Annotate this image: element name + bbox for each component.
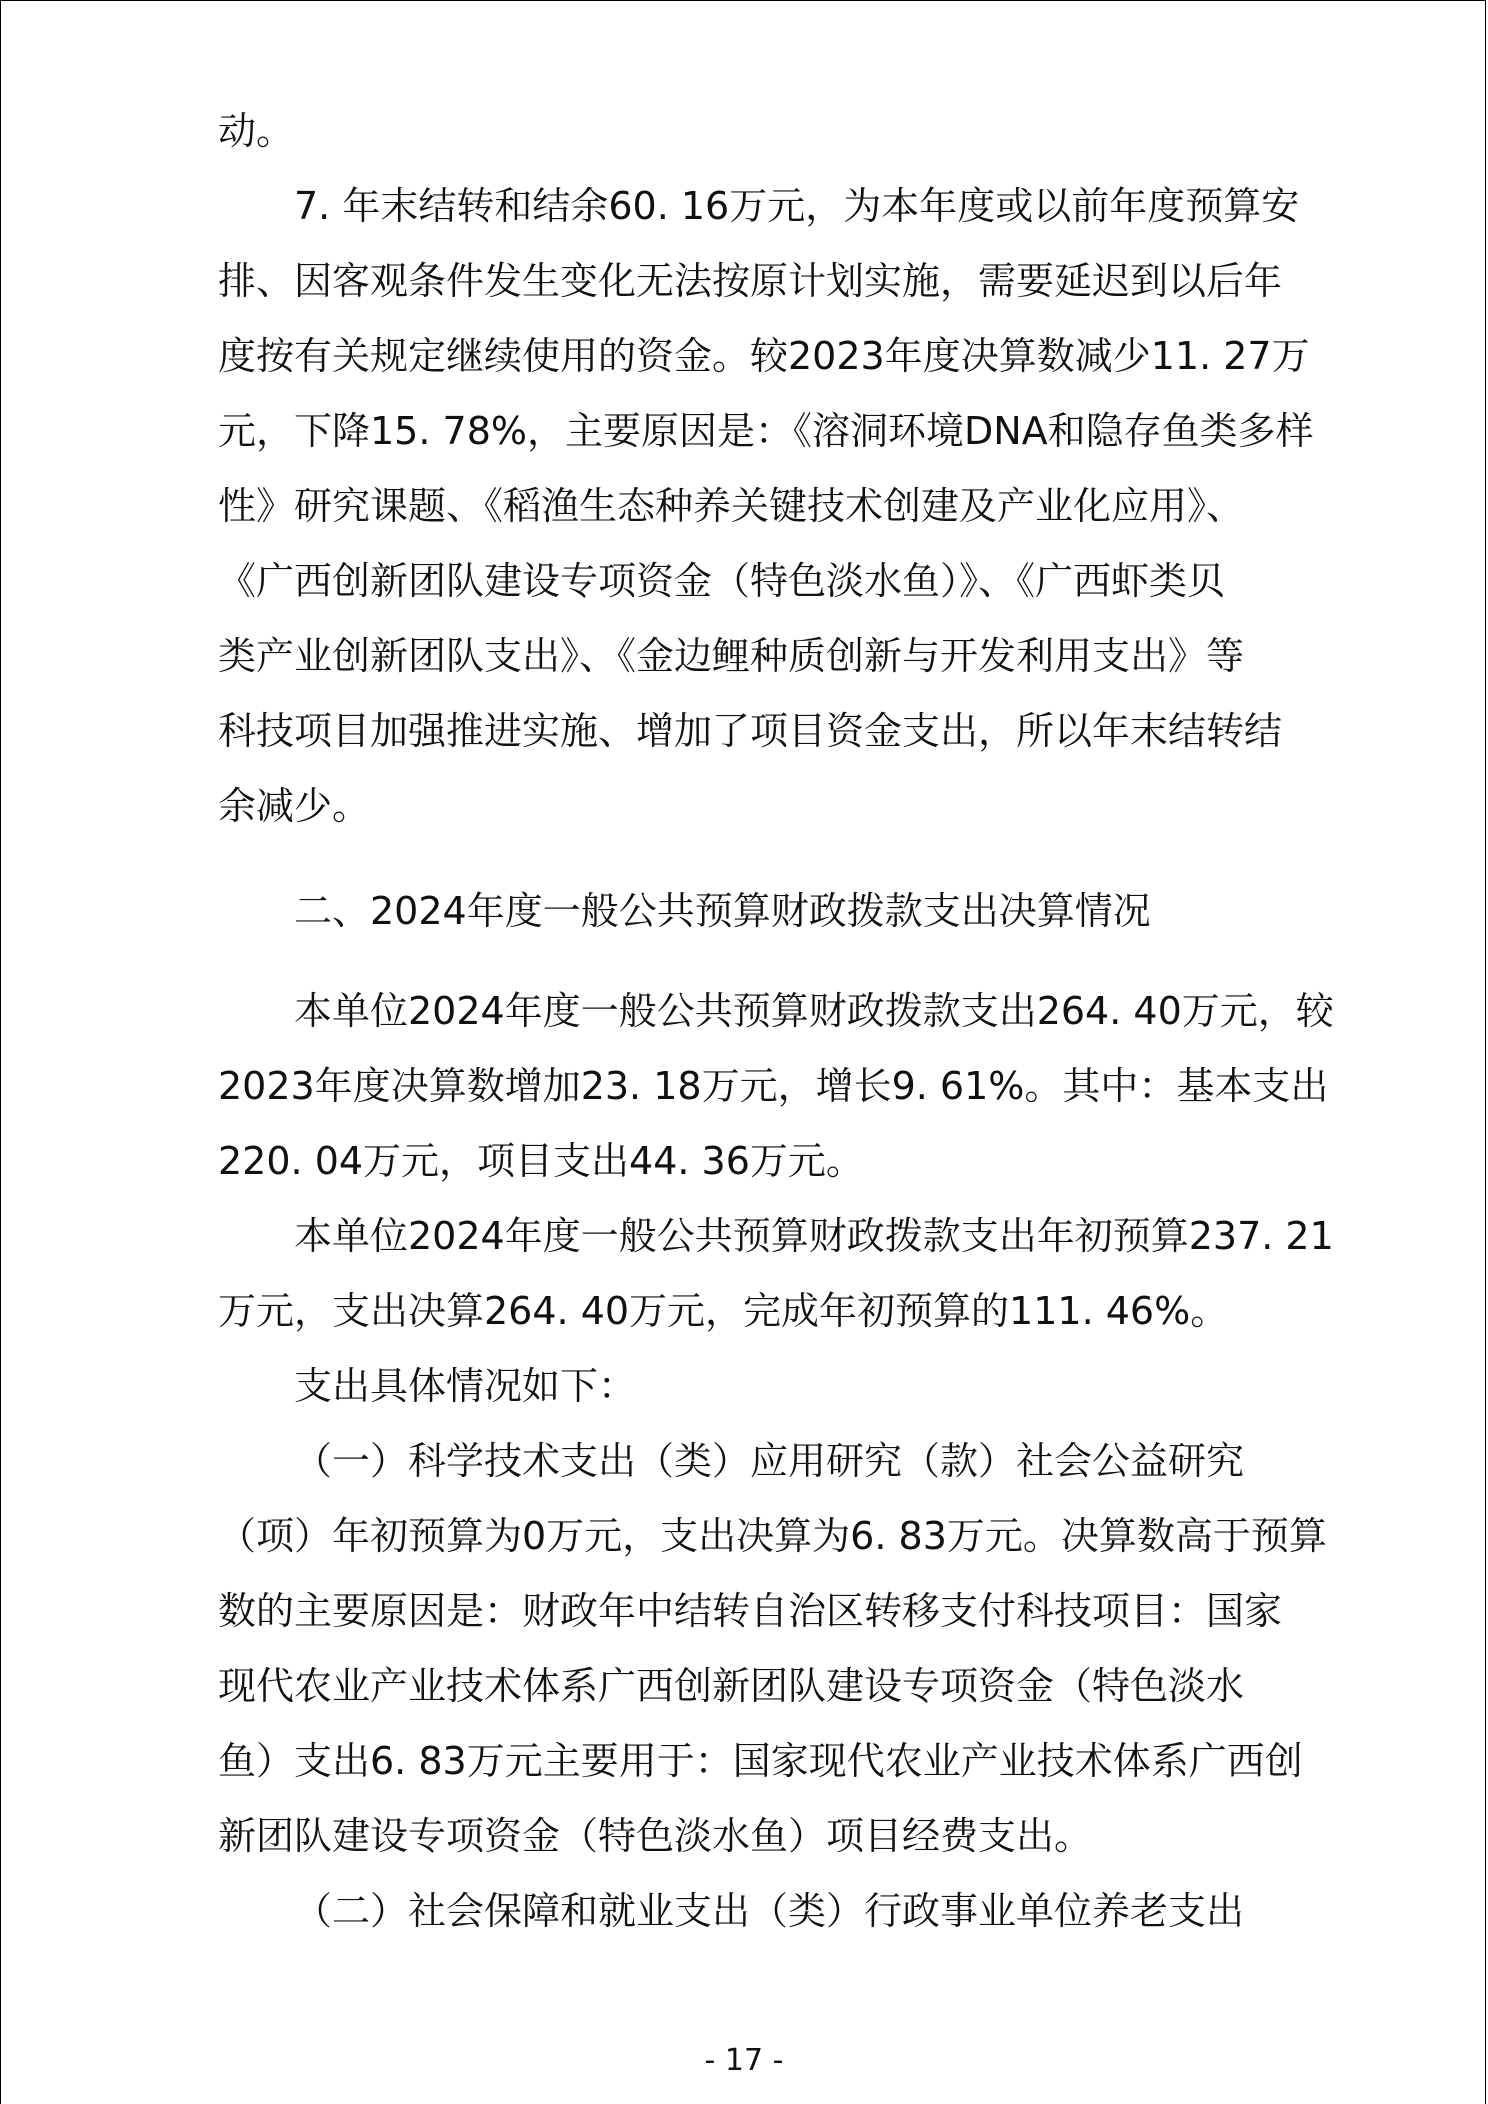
paragraph-line: 数的主要原因是：财政年中结转自治区转移支付科技项目：国家 <box>218 1589 1283 1633</box>
paragraph-line: 元，下降15. 78%，主要原因是：《溶洞环境DNA和隐存鱼类多样 <box>218 409 1314 453</box>
paragraph-line: 本单位2024年度一般公共预算财政拨款支出264. 40万元，较 <box>294 989 1334 1033</box>
paragraph-line: 度按有关规定继续使用的资金。较2023年度决算数减少11. 27万 <box>218 334 1310 378</box>
paragraph-line: 现代农业产业技术体系广西创新团队建设专项资金（特色淡水 <box>218 1664 1245 1708</box>
paragraph-line: 7. 年末结转和结余60. 16万元，为本年度或以前年度预算安 <box>294 184 1300 228</box>
document-body <box>218 94 1334 1949</box>
paragraph-line: 220. 04万元，项目支出44. 36万元。 <box>218 1139 864 1183</box>
page-number: - 17 - <box>704 2043 784 2078</box>
paragraph-line: 动。 <box>218 109 295 153</box>
paragraph-line: 鱼）支出6. 83万元主要用于：国家现代农业产业技术体系广西创 <box>218 1739 1303 1783</box>
paragraph-line: 2023年度决算数增加23. 18万元，增长9. 61%。其中：基本支出 <box>218 1064 1329 1108</box>
paragraph-line: 余减少。 <box>218 784 371 828</box>
section-heading: 二、2024年度一般公共预算财政拨款支出决算情况 <box>294 889 1151 933</box>
paragraph-line: （一）科学技术支出（类）应用研究（款）社会公益研究 <box>294 1439 1245 1483</box>
paragraph-line: 本单位2024年度一般公共预算财政拨款支出年初预算237. 21 <box>294 1214 1334 1258</box>
paragraph-line: 排、因客观条件发生变化无法按原计划实施，需要延迟到以后年 <box>218 259 1283 303</box>
paragraph-line: （二）社会保障和就业支出（类）行政事业单位养老支出 <box>294 1889 1245 1933</box>
paragraph-line: 类产业创新团队支出》、《金边鲤种质创新与开发利用支出》等 <box>218 634 1245 678</box>
paragraph-line: 支出具体情况如下： <box>294 1364 637 1408</box>
paragraph-line: （项）年初预算为0万元，支出决算为6. 83万元。决算数高于预算 <box>218 1514 1327 1558</box>
paragraph-line: 新团队建设专项资金（特色淡水鱼）项目经费支出。 <box>218 1814 1093 1858</box>
paragraph-line: 科技项目加强推进实施、增加了项目资金支出，所以年末结转结 <box>218 709 1283 753</box>
paragraph-line: 性》研究课题、《稻渔生态种养关键技术创建及产业化应用》、 <box>218 484 1245 528</box>
paragraph-line: 万元，支出决算264. 40万元，完成年初预算的111. 46%。 <box>218 1289 1229 1333</box>
paragraph-line: 《广西创新团队建设专项资金（特色淡水鱼）》、《广西虾类贝 <box>218 559 1226 603</box>
